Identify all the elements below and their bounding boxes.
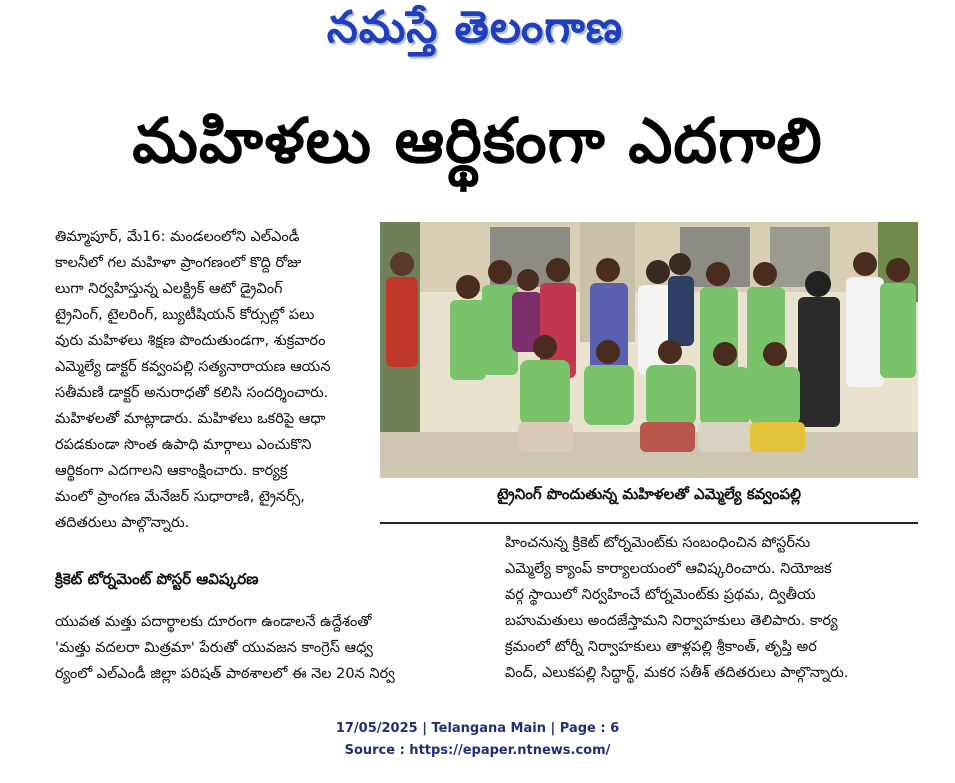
footer-source-line: Source : https://epaper.ntnews.com/: [344, 743, 611, 758]
photo-caption: ట్రైనింగ్ పొందుతున్న మహిళలతో ఎమ్మెల్యే కవ్వంపల్లి: [496, 485, 801, 503]
body-line: లుగా నిర్వహిస్తున్న ఎలక్ట్రిక్ ఆటో డ్రైవింగ్: [55, 281, 283, 297]
article-body-column-2: [505, 530, 920, 686]
body-line: 'మత్తు వదలరా మిత్రమా' పేరుతో యువజన కాంగ్రెస్ ఆధ్వ: [55, 640, 373, 656]
newspaper-masthead: నమస్తే తెలంగాణ: [326, 2, 624, 53]
article-headline: మహిళలు ఆర్థికంగా ఎదగాలి: [132, 103, 823, 177]
body-line: బహుమతులు అందజేస్తామని నిర్వాహకులు తెలిపారు. కార్య: [505, 613, 838, 629]
page-footer: [0, 718, 955, 762]
caption-divider: [380, 522, 918, 524]
body-line: వురు మహిళలు శిక్షణ పొందుతుండగా, శుక్రవారం: [55, 333, 326, 349]
body-line: యువత మత్తు పదార్థాలకు దూరంగా ఉండాలనే ఉద్దేశంతో: [55, 614, 372, 630]
body-line: క్రమంలో టోర్నీ నిర్వాహకులు తాళ్లపల్లి శ్రీకాంత్, తృప్తి అర: [505, 639, 817, 655]
body-line: సతీమణి డాక్టర్ అనురాధతో కలిసి సందర్శించారు.: [55, 385, 329, 401]
body-line: మహిళలతో మాట్లాడారు. మహిళలు ఒకరిపై ఆధా: [55, 411, 326, 427]
body-line: కాలనీలో గల మహిళా ప్రాంగణంలో కొద్ది రోజు: [55, 255, 302, 271]
body-line: ర్యంలో ఎల్ఎండీ జిల్లా పరిషత్ పాఠశాలలో ఈ నెల 20న నిర్వ: [55, 666, 395, 682]
body-line: తిమ్మాపూర్, మే16: మండలంలోని ఎల్ఎండీ: [55, 229, 300, 245]
body-line: వర్గ స్థాయిలో నిర్వహించే టోర్నమెంట్‌కు ప్రథమ, ద్వితీయ: [505, 587, 816, 603]
body-line: ఎమ్మెల్యే డాక్టర్ కవ్వంపల్లి సత్యనారాయణ ఆయన: [55, 359, 331, 375]
body-line: మంలో ప్రాంగణ మేనేజర్ సుధారాణి, ట్రైనర్స్,: [55, 489, 305, 505]
article-subheading: క్రికెట్ టోర్నమెంట్ పోస్టర్ ఆవిష్కరణ: [55, 570, 259, 588]
body-line: హించనున్న క్రికెట్ టోర్నమెంట్‌కు సంబంధించిన పోస్టర్‌ను: [505, 535, 811, 551]
footer-date-line: 17/05/2025 | Telangana Main | Page : 6: [335, 721, 620, 736]
article-body-column-1: [55, 224, 375, 536]
article-body-column-1b: [55, 609, 455, 687]
body-line: ట్రైనింగ్, టైలరింగ్, బ్యుటీషియన్ కోర్సుల్లో పలు: [55, 307, 315, 323]
group-photo: [380, 222, 918, 478]
body-line: తదితరులు పాల్గొన్నారు.: [55, 515, 190, 531]
body-line: వింద్, ఎలుకపల్లి సిద్ధార్థ్, మకర సతీశ్ తదితరులు పాల్గొన్నారు.: [505, 665, 849, 681]
body-line: రపడకుండా సొంత ఉపాధి మార్గాలు ఎంచుకొని: [55, 437, 312, 453]
body-line: ఆర్థికంగా ఎదగాలని ఆకాంక్షించారు. కార్యక్ర: [55, 463, 288, 479]
body-line: ఎమ్మెల్యే క్యాంప్ కార్యాలయంలో ఆవిష్కరించారు. నియోజక: [505, 561, 832, 577]
group-photo-illustration: [380, 222, 918, 478]
